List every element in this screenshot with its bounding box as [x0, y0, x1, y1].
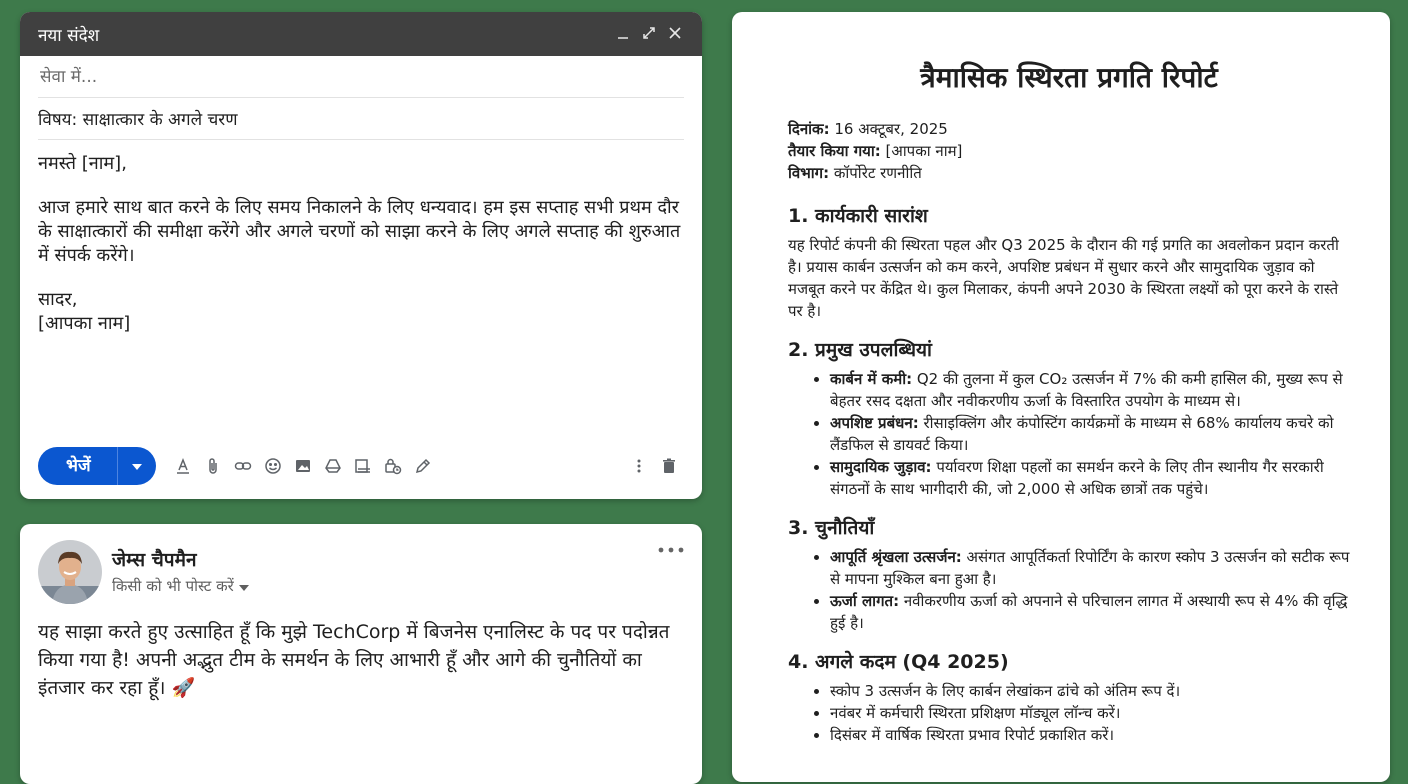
greeting: नमस्ते [नाम], [38, 153, 127, 174]
social-post-composer [20, 524, 702, 784]
emoji-icon[interactable] [258, 451, 288, 481]
rocket-icon: 🚀 [171, 677, 196, 699]
drive-icon[interactable] [318, 451, 348, 481]
item-label: कार्बन में कमी: [830, 370, 913, 388]
item-label: आपूर्ति श्रृंखला उत्सर्जन: [830, 548, 962, 566]
item-text: Q2 की तुलना में कुल CO₂ उत्सर्जन में 7% की कमी हासिल की, मुख्य रूप से बेहतर रसद दक्षता और नवीकरणीय ऊर्जा के विस्तारित उपयोग के माध्यम से। [830, 370, 1343, 410]
subject-field[interactable] [38, 98, 684, 140]
signature: [आपका नाम] [38, 313, 131, 334]
list-item [830, 546, 1350, 590]
department-label: विभाग: [788, 164, 830, 182]
chevron-down-icon[interactable] [118, 459, 156, 473]
compose-title: नया संदेश [38, 25, 100, 46]
compose-window [20, 12, 702, 499]
section-heading: 1. कार्यकारी सारांश [788, 205, 928, 227]
achievements-list [788, 368, 1350, 500]
list-item [830, 412, 1350, 456]
compose-right-tools [624, 451, 684, 481]
section-heading: 4. अगले कदम (Q4 2025) [788, 651, 1009, 673]
report-document [732, 12, 1390, 782]
date-label: दिनांक: [788, 120, 830, 138]
text-format-icon[interactable] [168, 451, 198, 481]
item-text: पर्यावरण शिक्षा पहलों का समर्थन करने के लिए तीन स्थानीय गैर सरकारी संगठनों के साथ भागीदारी की, जो 2,000 से अधिक छात्रों तक पहुंचे। [830, 458, 1324, 498]
author-name: जेम्स चैपमैन [112, 549, 197, 571]
section-heading: 2. प्रमुख उपलब्धियां [788, 339, 932, 361]
department-line [788, 162, 1350, 184]
item-text: नवीकरणीय ऊर्जा को अपनाने से परिचालन लागत में अस्थायी रूप से 4% की वृद्धि हुई है। [830, 592, 1348, 632]
expand-icon[interactable] [636, 25, 662, 44]
minimize-icon[interactable] [610, 25, 636, 44]
executive-summary: यह रिपोर्ट कंपनी की स्थिरता पहल और Q3 2025 के दौरान की गई प्रगति का अवलोकन प्रदान करती है। प्रयास कार्बन उत्सर्जन को कम करने, अपशिष्ट प्रबंधन में सुधार करने और सामुदायिक जुड़ाव को मजबूत करने पर केंद्रित थे। कुल मिलाकर, कंपनी अपने 2030 के स्थिरता लक्ष्यों को पूरा करने के रास्ते पर है। [788, 236, 1339, 320]
post-text: यह साझा करते हुए उत्साहित हूँ कि मुझे TechCorp में बिजनेस एनालिस्ट के पद पर पदोन्नत किया गया है! अपनी अद्भुत टीम के समर्थन के लिए आभारी हूँ और आगे की चुनौतियों का इंतजार कर रहा हूँ। [38, 621, 670, 699]
item-label: ऊर्जा लागत: [830, 592, 900, 610]
chevron-down-icon [239, 577, 249, 595]
date-line [788, 118, 1350, 140]
item-text: रीसाइक्लिंग और कंपोस्टिंग कार्यक्रमों के माध्यम से 68% कार्यालय कचरे को लैंडफिल से डायवर्ट किया। [830, 414, 1334, 454]
close-icon[interactable] [662, 25, 688, 44]
post-text-editor[interactable] [20, 604, 702, 702]
audience-label: किसी को भी पोस्ट करें [112, 577, 234, 595]
report-meta [788, 118, 1350, 184]
send-button[interactable]: भेजें [66, 456, 91, 476]
list-item [830, 456, 1350, 500]
link-icon[interactable] [228, 451, 258, 481]
item-text: असंगत आपूर्तिकर्ता रिपोर्टिंग के कारण स्कोप 3 उत्सर्जन को सटीक रूप से मापना मुश्किल बना हुआ है। [830, 548, 1350, 588]
item-label: अपशिष्ट प्रबंधन: [830, 414, 919, 432]
send-button-group [38, 447, 156, 485]
prepared-label: तैयार किया गया: [788, 142, 881, 160]
report-title: त्रैमासिक स्थिरता प्रगति रिपोर्ट [920, 61, 1218, 94]
message-body[interactable] [20, 140, 702, 336]
attach-icon[interactable] [198, 451, 228, 481]
message-paragraph: आज हमारे साथ बात करने के लिए समय निकालने के लिए धन्यवाद। हम इस सप्ताह सभी प्रथम दौर के साक्षात्कारों की समीक्षा करेंगे और अगले चरणों को साझा करने के लिए अगले सप्ताह की शुरुआत में संपर्क करेंगे। [38, 197, 681, 266]
author-block [112, 540, 249, 596]
item-label: सामुदायिक जुड़ाव: [830, 458, 932, 476]
subject-text[interactable]: विषय: साक्षात्कार के अगले चरण [38, 110, 238, 130]
compose-titlebar [20, 12, 702, 56]
formatting-tools [168, 451, 438, 481]
avatar [38, 540, 102, 604]
photo-icon[interactable] [348, 451, 378, 481]
prepared-value: [आपका नाम] [880, 142, 963, 160]
to-input[interactable] [38, 66, 684, 88]
to-field[interactable] [38, 56, 684, 98]
next-steps-list [788, 680, 1350, 746]
trash-icon[interactable] [654, 451, 684, 481]
more-vert-icon[interactable] [624, 451, 654, 481]
list-item: • स्कोप 3 उत्सर्जन के लिए कार्बन लेखांकन ढांचे को अंतिम रूप दें। [830, 680, 1350, 702]
date-value: 16 अक्टूबर, 2025 [829, 120, 948, 138]
challenges-list [788, 546, 1350, 634]
list-item [830, 368, 1350, 412]
list-item: • दिसंबर में वार्षिक स्थिरता प्रभाव रिपोर्ट प्रकाशित करें। [830, 724, 1350, 746]
pen-icon[interactable] [408, 451, 438, 481]
image-icon[interactable] [288, 451, 318, 481]
section-heading: 3. चुनौतियाँ [788, 517, 875, 539]
signoff: सादर, [38, 289, 78, 310]
post-header [20, 524, 702, 604]
more-horiz-icon[interactable] [658, 540, 684, 554]
list-item: • नवंबर में कर्मचारी स्थिरता प्रशिक्षण मॉड्यूल लॉन्च करें। [830, 702, 1350, 724]
prepared-line [788, 140, 1350, 162]
compose-toolbar [38, 447, 684, 485]
department-value: कॉर्पोरेट रणनीति [829, 164, 922, 182]
audience-selector[interactable] [112, 576, 249, 596]
lock-clock-icon[interactable] [378, 451, 408, 481]
list-item [830, 590, 1350, 634]
